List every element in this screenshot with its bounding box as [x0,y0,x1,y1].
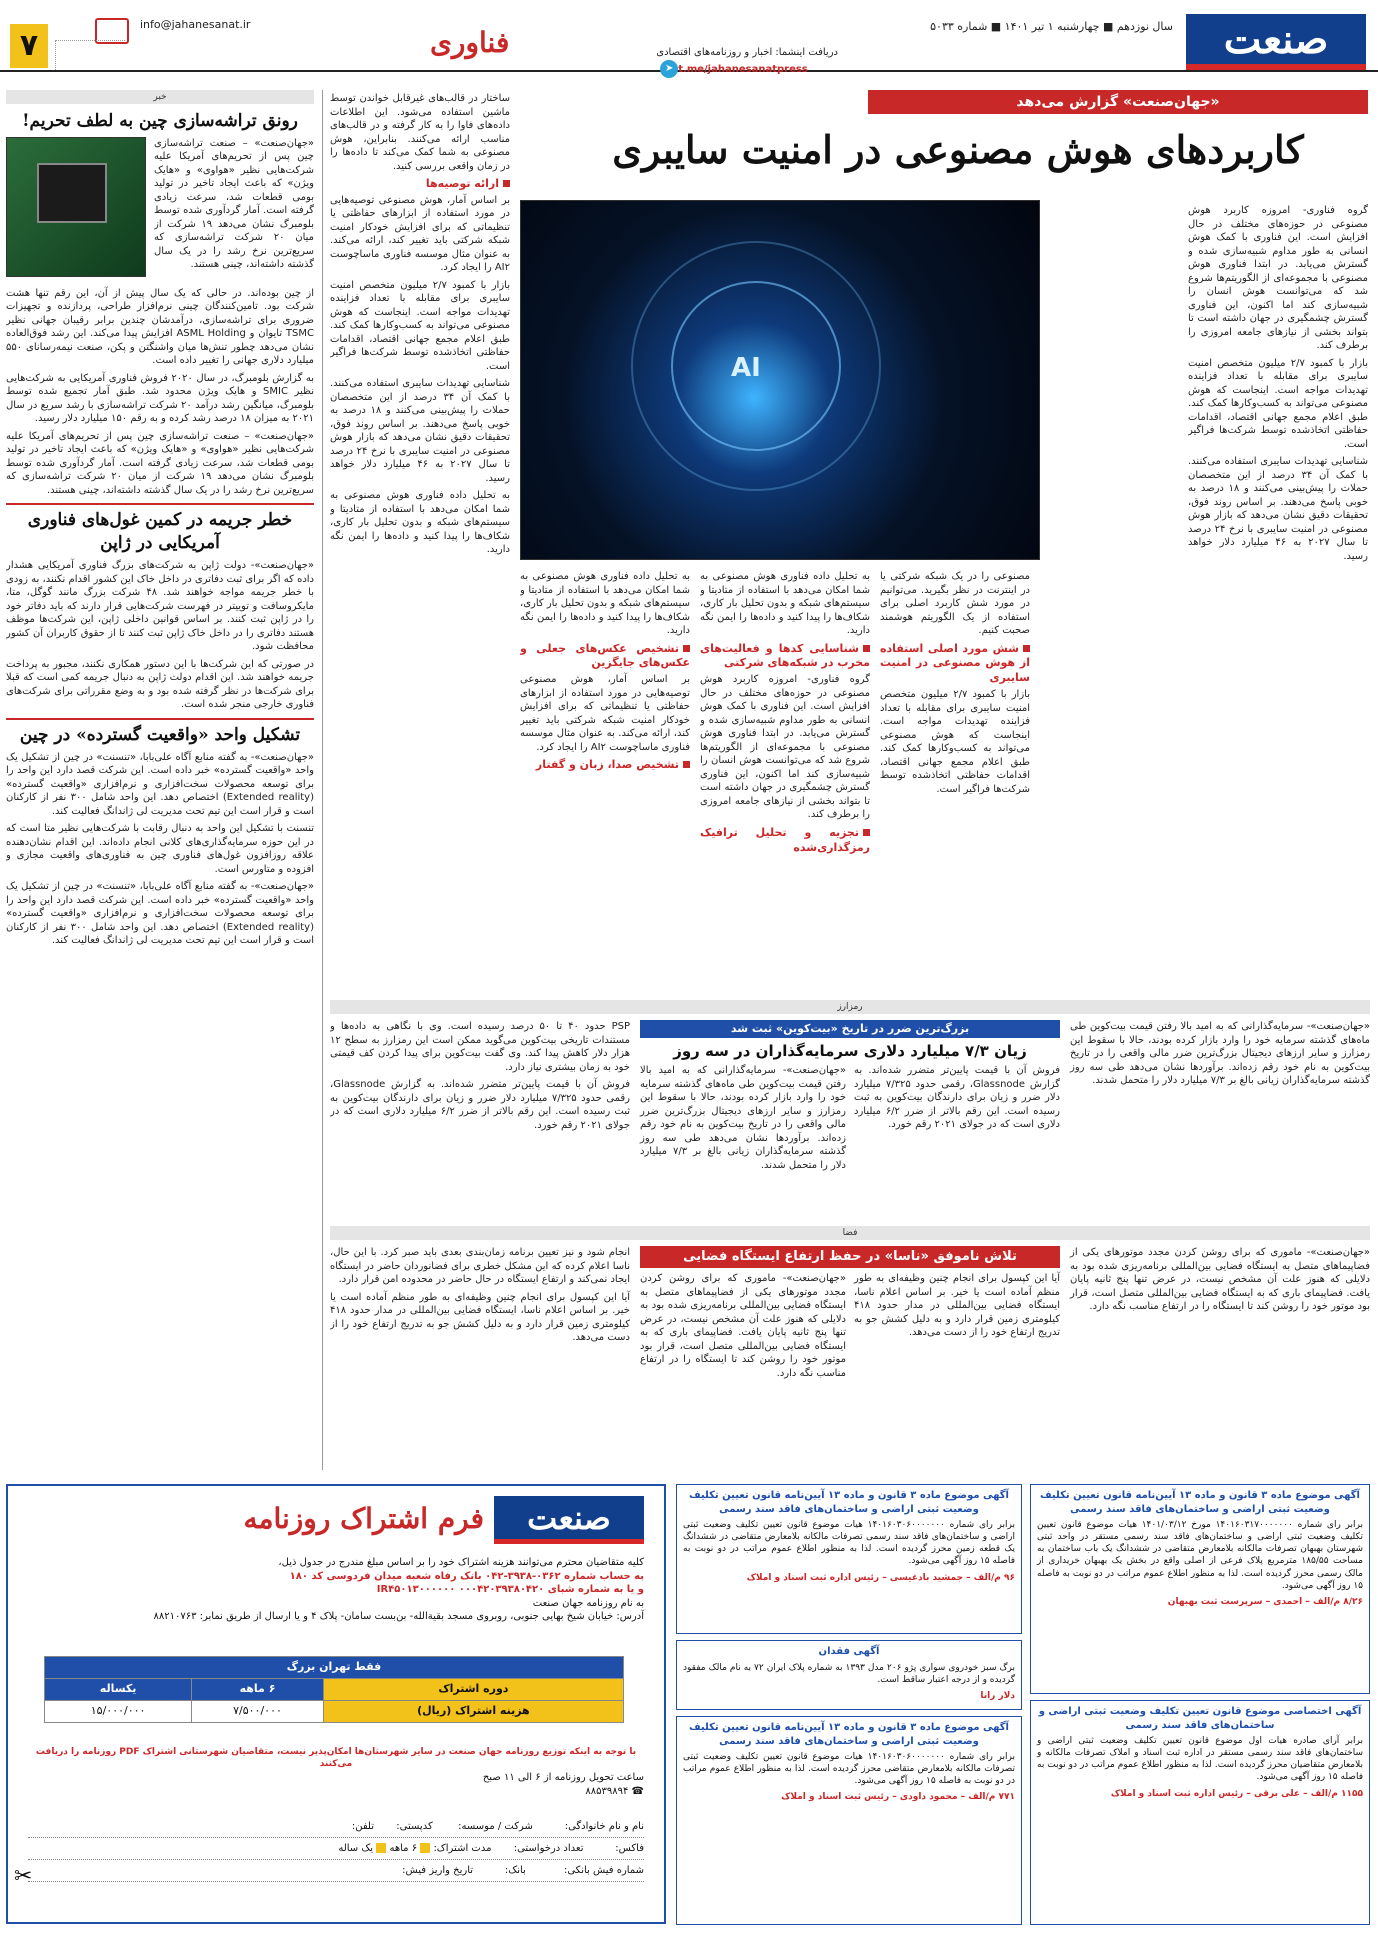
notice-3: آگهی موضوع ماده ۳ قانون و ماده ۱۳ آیین‌نامه قانون تعیین تکلیف وضعیت ثبتی اراضی و ساختمان‌های فاقد سند رسمی برابر رای شماره ۱۴۰۱۶۰۳۰۶۰۰۰۰۰۰۰ هیات موضوع قانون تعیین تکلیف وضعیت ثبتی اراضی و ساختمان‌های فاقد سند رسمی تصرفات مالکانه بلامعارض متقاضی در ششدانگ یک قطعه زمین محرز گردیده است. لذا به منظور اطلاع عموم مراتب در دو نوبت به فاصله ۱۵ روز آگهی می‌شود. ۹۶ م/الف – جمشید بادغیسی – رئیس اداره ثبت اسناد و املاک [676,1484,1022,1634]
main-col-5 [330,92,510,992]
subscription-title: فرم اشتراک روزنامه [243,1502,484,1535]
side-bottom-title[interactable]: تشکیل واحد «واقعیت گسترده» در چین [6,718,314,747]
subscription-terms: ساعت تحویل روزنامه از ۶ الی ۱۱ صبح ☎ ۸۸۵۳۹۸۹۴ [482,1772,644,1797]
side-mid-p1: «جهان‌صنعت»- دولت ژاپن به شرکت‌های بزرگ فناوری آمریکایی هشدار داده که اگر برای ثبت دفاتری در داخل خاک این کشور اقدام نکنند، به زودی با خطر جریمه مواجه خواهند شد. ۴۸ شرکت بزرگ مانند گوگل، متا، مایکروسافت و توییتر در فهرست شرکت‌هایی قرار دارند که باید دفاتر خود را در ژاپن ثبت کنند. بر اساس قوانین داخلی ژاپن، این شرکت‌ها موظف هستند دفاتری را در داخل خاک ژاپن ثبت کنند تا از حقوق کاربران آن کشور محافظت شود. [6,560,314,653]
side-top-p1: «جهان‌صنعت» – صنعت تراشه‌سازی چین پس از تحریم‌های آمریکا علیه شرکت‌هایی نظیر «هواوی» و «هایک ویژن» که باعث ایجاد تاخیر در تولید بومی قطعات شد، سرعت زیادی گرفته است. آمار گردآوری شده توسط بلومبرگ نشان می‌دهد ۱۹ شرکت از میان ۲۰ شرکت تراشه‌سازی که سریع‌ترین نرخ رشد را در یک سال گذشته داشته‌اند، چینی هستند. [154,137,314,271]
subscription-logo: صنعت [494,1496,644,1544]
checkbox-1y[interactable] [376,1843,386,1853]
main-kicker: «جهان‌صنعت» گزارش می‌دهد [868,90,1368,114]
telegram-caption: دریافت اینشما: اخبار و روزنامه‌های اقتصادی [656,47,838,58]
nasa-center: تلاش ناموفق «ناسا» در حفظ ارتفاع ایستگاه فضایی آیا این کپسول برای انجام چنین وظیفه‌ای به طور منظم آماده است یا خیر. بر اساس اعلام ناسا، ایستگاه فضایی بین‌المللی در مدار حدود ۴۱۸ کیلومتری زمین قرار دارد و به دلیل کشش جو به تدریج ارتفاع خود را از دست می‌دهد. «جهان‌صنعت»- ماموری که برای روشن کردن مجدد موتورهای یکی از فضاپیماهای متصل به ایستگاه فضایی بین‌المللی برنامه‌ریزی شده بود به دلایلی که هنوز علت آن مشخص نیست، در عرض تنها پنج ثانیه پایان یافت. فضاپیمای باری که به ایستگاه فضایی بین‌المللی متصل است، قرار بود موتور خود را روشن کند تا ایستگاه را در ارتفاع مناسب نگه دارد. [640,1246,1060,1384]
issue-line: سال نوزدهم ■ چهارشنبه ۱ تیر ۱۴۰۱ ■ شماره ۵۰۳۳ [930,20,1173,33]
main-p2b: بازار با کمبود ۲/۷ میلیون متخصص امنیت سایبری برای مقابله با تعداد فزاینده تهدیدات مواجه است. اینجاست که هوش مصنوعی می‌تواند به کسب‌وکارها کمک کند. طبق اعلام مجمع جهانی اقتصاد، اقدامات حفاظتی اتخاذشده توسط شرکت‌ها فراگیر است. [880,689,1030,795]
bitcoin-center: بزرگ‌ترین ضرر در تاریخ «بیت‌کوین» ثبت شد زیان ۷/۳ میلیارد دلاری سرمایه‌گذاران در سه روز فروش آن با قیمت پایین‌تر متضرر شده‌اند. به گزارش Glassnode، رقمی حدود ۷/۳۲۵ میلیارد دلار ضرر و زیان برای دارندگان بیت‌کوین به ثبت رسیده است. این رقم بالاتر از ضرر ۶/۲ میلیارد دلاری است که در جولای ۲۰۲۱ رقم خورد. «جهان‌صنعت»- سرمایه‌گذارانی که به امید بالا رفتن قیمت بیت‌کوین طی ماه‌های گذشته سرمایه خود را وارد بازار کرده بودند، حالا با سقوط این رمزارز و سایر ارزهای دیجیتال بزرگ‌ترین ضرر مالی واقعی را در تاریخ بیت‌کوین به نام خود رقم زده‌اند. برآوردها نشان می‌دهد طی سه روز گذشته سرمایه‌گذاران زیانی بالغ بر ۷/۳ میلیارد دلار را متحمل شدند. [640,1022,1060,1171]
main-p4b: شناسایی تهدیدات سایبری استفاده می‌کنند. با کمک آن ۳۴ درصد از این متخصصان حملات را پیش‌بینی می‌کنند و ۱۸ درصد به خوبی پاسخ می‌دهند. بر اساس روند فوق، تحقیقات دقیق نشان می‌دهد که بازار هوش مصنوعی در امنیت سایبری با نرخ ۲۴ درصد تا سال ۲۰۲۷ به ۴۶ میلیارد دلار خواهد رسید. [330,378,510,484]
main-sub5: تشخیص صدا، زبان و گفتار [520,758,690,773]
main-p7: ساختار در قالب‌های غیرقابل خواندن توسط ماشین استفاده می‌شود. این اطلاعات داده‌های فاوا را به کار گرفته و در قالب‌های مناسب ارائه می‌کنند. بنابراین، هوش مصنوعی به شما کمک می‌کند تا داده‌ها را در زمان واقعی بررسی کنید. [330,93,510,172]
main-sub1: ارائه توصیه‌ها [330,177,510,192]
bitcoin-col-3: PSP حدود ۴۰ تا ۵۰ درصد رسیده است. وی با نگاهی به داده‌ها و مستندات تاریخی بیت‌کوین می‌گوید ممکن است این رمزارز به سطح ۱۲ هزار دلار کاهش پیدا کند. وی گفت بیت‌کوین برای پیدا کردن کف قیمتی خود به زمان بیشتری نیاز دارد. فروش آن با قیمت پایین‌تر متضرر شده‌اند. به گزارش Glassnode، رقمی حدود ۷/۳۲۵ میلیارد دلار ضرر و زیان برای دارندگان بیت‌کوین به ثبت رسیده است. این رقم بالاتر از ضرر ۶/۲ میلیارد دلاری است که در جولای ۲۰۲۱ رقم خورد. [330,1021,631,1131]
main-col-3 [700,570,870,990]
subscription-form [6,1484,666,1924]
side-top-title[interactable]: رونق تراشه‌سازی چین به لطف تحریم! [22,111,298,131]
field-name[interactable]: نام و نام خانوادگی: شرکت / موسسه: کدپستی: تلفن: [28,1816,644,1838]
main-kicker-wrap [548,90,1368,118]
side-top-p2: از چین بوده‌اند. در حالی که یک سال پیش از آن، این رقم تنها هشت شرکت بود. تامین‌کنندگان چینی نرم‌افزار طراحی، پردازنده و تجهیزات ضروری برای تراشه‌سازی، درآمدشان چندین برابر رقیبان جهانی نظیر TSMC تایوان و ASML Holding افزایش پیدا می‌کند. این رشد فوق‌العاده نشان می‌دهد چطور تنش‌ها میان واشنگتن و پکن، صنعت نیمه‌رسانای ۵۵۰ میلیارد دلاری جهانی را تغییر داده است. [6,287,314,367]
side-mid-title[interactable]: خطر جریمه در کمین غول‌های فناوری آمریکایی در ژاپن [6,503,314,555]
contact-email[interactable]: info@jahanesanat.ir [140,18,251,31]
section-title: فناوری [430,26,510,59]
page-header [0,10,1378,75]
chip-image [6,137,146,277]
bitcoin-story [330,1000,1370,1220]
telegram-icon: ➤ [660,60,678,78]
side-top-p3: به گزارش بلومبرگ، در سال ۲۰۲۰ فروش فناوری آمریکایی به شرکت‌هایی نظیر SMIC و هایک ویژن محدود شد. طبق آمار تجمیع شده توسط بلومبرگ، میانگین رشد درآمد ۲۰ شرکت تراشه‌سازی با رشد سریع در سال ۲۰۲۱ به میزان ۱۸ درصد رشد کرده و به رقم ۱۵۰ میلیارد دلار رسید. [6,372,314,425]
main-col-4 [520,570,690,990]
image-ai-label: AI [731,353,761,383]
main-p2: بازار با کمبود ۲/۷ میلیون متخصص امنیت سایبری برای مقابله با تعداد فزاینده تهدیدات مواجه است. اینجاست که هوش مصنوعی می‌تواند به کسب‌وکارها کمک کند. طبق اعلام مجمع جهانی اقتصاد، اقدامات حفاظتی اتخاذشده توسط شرکت‌ها فراگیر است. [1188,357,1368,450]
main-headline-wrap [548,124,1368,194]
side-bottom-p1b: «جهان‌صنعت»- به گفته منابع آگاه علی‌بابا، «تنسنت» در چین از تشکیل یک واحد «واقعیت گسترده» خبر داده است. این شرکت قصد دارد این واحد را برای توسعه محصولات سخت‌افزاری و نرم‌افزاری «واقعیت گسترده» (Extended reality) اختصاص دهد. این واحد شامل ۳۰۰ نفر از کارکنان است و قرار است این تیم تحت مدیریت لی ژاندانگ فعالیت کند. [6,881,314,947]
ai-brain-image [520,200,1040,560]
main-p4: شناسایی تهدیدات سایبری استفاده می‌کنند. با کمک آن ۳۴ درصد از این متخصصان حملات را پیش‌بینی می‌کنند و ۱۸ درصد به خوبی پاسخ می‌دهند. بر اساس روند فوق، تحقیقات دقیق نشان می‌دهد که بازار هوش مصنوعی در امنیت سایبری با نرخ ۲۴ درصد تا سال ۲۰۲۷ به ۴۶ میلیارد دلار خواهد رسید. [1188,456,1368,562]
newspaper-logo[interactable]: صنعت [1186,14,1366,70]
notice-1: آگهی موضوع ماده ۳ قانون و ماده ۱۳ آیین‌نامه قانون تعیین تکلیف وضعیت ثبتی اراضی و ساختمان‌های فاقد سند رسمی برابر رای شماره ۱۴۰۱۶۰۳۱۷۰۰۰۰۰۰۰ مورخ ۱۴۰۱/۰۳/۱۲ هیات موضوع قانون تعیین تکلیف وضعیت ثبتی اراضی و ساختمان‌های فاقد سند رسمی مستقر در واحد ثبتی شهرستان بهبهان تصرفات مالکانه بلامعارض متقاضی در ششدانگ یک باب ساختمان به مساحت ۱۸۵/۵۵ مترمربع پلاک فرعی از اصلی واقع در بخش یک بهبهان خریداری از مالک رسمی محرز گردیده است. لذا به منظور اطلاع عموم مراتب در دو نوبت به فاصله ۱۵ روز آگهی می‌شود. ۸/۲۶ م/الف – احمدی – سرپرست ثبت بهبهان [1030,1484,1370,1694]
subscription-price-table: فقط تهران بزرگ دوره اشتراک ۶ ماهه یکساله هزینه اشتراک (ریال) ۷/۵۰۰/۰۰۰ ۱۵/۰۰۰/۰۰۰ [44,1656,624,1723]
main-p6: به تحلیل داده فناوری هوش مصنوعی به شما امکان می‌دهد با استفاده از متادیتا و سیستم‌های شبکه و بدون تحلیل بار کاری، شکاف‌ها را پیدا کنید و داده‌ها را ایمن نگه دارید. [700,571,870,636]
subscription-fields [28,1816,644,1882]
nasa-col-3: انجام شود و نیز تعیین برنامه زمان‌بندی بعدی باید صبر کرد. با این حال، ناسا اعلام کرده که این مشکل خطری برای فضانوردان حاضر در ایستگاه ایجاد نمی‌کند و ارتفاع ایستگاه در حال حاضر در محدوده امن قرار دارد. آیا این کپسول برای انجام چنین وظیفه‌ای به طور منظم آماده است یا خیر. بر اساس اعلام ناسا، ایستگاه فضایی بین‌المللی در مدار حدود ۴۱۸ کیلومتری زمین قرار دارد و به دلیل کشش جو به تدریج ارتفاع خود را از دست می‌دهد. [330,1247,630,1343]
main-p5: مصنوعی را در یک شبکه شرکتی یا در اینترنت در نظر بگیرید. می‌توانیم در مورد شش کاربرد اصلی برای استفاده از یک الگوریتم هوشمند صحبت کنیم. [880,571,1030,636]
side-bottom-p1: «جهان‌صنعت»- به گفته منابع آگاه علی‌بابا، «تنسنت» در چین از تشکیل یک واحد «واقعیت گسترده» خبر داده است. این شرکت قصد دارد این واحد را برای توسعه محصولات سخت‌افزاری و نرم‌افزاری «واقعیت گسترده» (Extended reality) اختصاص دهد. این واحد شامل ۳۰۰ نفر از کارکنان است و قرار است این تیم تحت مدیریت لی ژاندانگ فعالیت کند. [6,751,314,817]
notice-2: آگهی اختصاصی موضوع قانون تعیین تکلیف وضعیت ثبتی اراضی و ساختمان‌های فاقد سند رسمی برابر آرای صادره هیات اول موضوع قانون تعیین تکلیف وضعیت ثبتی اراضی و ساختمان‌های فاقد سند رسمی مستقر در اداره ثبت اسناد و املاک تصرفات مالکانه و بلامعارض متقاضیان محرز گردیده است. لذا به منظور اطلاع عموم مراتب در دو نوبت به فاصله ۱۵ روز آگهی می‌شود. ۱۱۵۵ م/الف – علی برقی – رئیس اداره ثبت اسناد و املاک [1030,1700,1370,1925]
telegram-promo[interactable] [656,46,838,78]
main-sub3: شناسایی کدها و فعالیت‌های مخرب در شبکه‌های شرکتی [700,641,870,670]
checkbox-6m[interactable] [420,1843,430,1853]
side-top-p1b: «جهان‌صنعت» – صنعت تراشه‌سازی چین پس از تحریم‌های آمریکا علیه شرکت‌هایی نظیر «هواوی» و «هایک ویژن» که باعث ایجاد تاخیر در تولید بومی قطعات شد، سرعت زیادی گرفته است. آمار گردآوری شده توسط بلومبرگ نشان می‌دهد ۱۹ شرکت از میان ۲۰ شرکت تراشه‌سازی که سریع‌ترین نرخ رشد را در یک سال گذشته داشته‌اند، چینی هستند. [6,430,314,496]
main-p1b: گروه فناوری- امروزه کاربرد هوش مصنوعی در حوزه‌های مختلف در حال افزایش است. این فناوری با کمک هوش انسانی به طور مداوم شبیه‌سازی شده و گسترش می‌یابد. در ابتدا فناوری هوش مصنوعی با مجموعه‌ای از الگوریتم‌ها شروع شد که می‌توانست هوش انسان را شبیه‌سازی کند اما اکنون، این فناوری گسترش چشمگیری در جهان داشته است تا بتواند بخشی از نیازهای جامعه امروزی را برطرف کند. [700,674,870,821]
main-p1: گروه فناوری- امروزه کاربرد هوش مصنوعی در حوزه‌های مختلف در حال افزایش است. این فناوری با کمک هوش انسانی به طور مداوم شبیه‌سازی شده و گسترش می‌یابد. در ابتدا فناوری هوش مصنوعی با مجموعه‌ای از الگوریتم‌ها شروع شد که می‌توانست هوش انسان را شبیه‌سازی کند اما اکنون، این فناوری گسترش چشمگیری در جهان داشته است تا بتواند بخشی از نیازهای جامعه امروزی را برطرف کند. [1188,205,1368,351]
main-p6b: به تحلیل داده فناوری هوش مصنوعی به شما امکان می‌دهد با استفاده از متادیتا و سیستم‌های شبکه و بدون تحلیل بار کاری، شکاف‌ها را پیدا کنید و داده‌ها را ایمن نگه دارید. [520,571,690,636]
telegram-url[interactable]: t.me/jahanesanatpress [678,63,808,75]
main-p6c: به تحلیل داده فناوری هوش مصنوعی به شما امکان می‌دهد با استفاده از متادیتا و سیستم‌های شبکه و بدون تحلیل بار کاری، شکاف‌ها را پیدا کنید و داده‌ها را ایمن نگه دارید. [330,490,510,556]
main-col-2 [880,570,1030,990]
main-headline[interactable]: کاربردهای هوش مصنوعی در امنیت سایبری [612,127,1304,172]
main-p3: بر اساس آمار، هوش مصنوعی توصیه‌هایی در مورد استفاده از ابزارهای حفاظتی یا تنظیماتی که برای افزایش خودکار امنیت شبکه شرکتی باید تغییر کند، ارائه می‌کند. به عنوان مثال موسسه فناوری ماساچوست AI۲ را ایجاد کرد. [330,194,510,274]
bitcoin-title[interactable]: زیان ۷/۳ میلیارد دلاری سرمایه‌گذاران در سه روز [673,1042,1027,1060]
nasa-col-1: «جهان‌صنعت»- ماموری که برای روشن کردن مجدد موتورهای یکی از فضاپیماهای متصل به ایستگاه فضایی بین‌المللی برنامه‌ریزی شده بود به دلایلی که هنوز علت آن مشخص نیست، در عرض تنها پنج ثانیه پایان یافت. فضاپیمای باری که به ایستگاه فضایی بین‌المللی متصل است، قرار بود موتور خود را روشن کند تا ایستگاه را در ارتفاع مناسب نگه دارد. [1070,1247,1370,1312]
nasa-label: فضا [330,1226,1370,1240]
circuit-decoration-icon [55,40,125,70]
main-p3b: بر اساس آمار، هوش مصنوعی توصیه‌هایی در مورد استفاده از ابزارهای حفاظتی یا تنظیماتی که برای افزایش خودکار امنیت شبکه شرکتی باید تغییر کند، ارائه می‌کند. به عنوان مثال موسسه فناوری ماساچوست AI۲ را ایجاد کرد. [520,674,690,753]
field-receipt[interactable]: شماره فیش بانکی: بانک: تاریخ واریز فیش: [28,1860,644,1882]
field-fax[interactable]: فاکس: تعداد درخواستی: مدت اشتراک: ۶ ماهه یک ساله [28,1838,644,1860]
nasa-title[interactable]: تلاش ناموفق «ناسا» در حفظ ارتفاع ایستگاه فضایی [640,1246,1060,1268]
nasa-story [330,1226,1370,1471]
side-mid-p2: در صورتی که این شرکت‌ها با این دستور همکاری نکنند، مجبور به پرداخت جریمه خواهند شد. این اقدام دولت ژاپن به دنبال جریمه کمی است که قبلا برای شرکت‌ها در نظر گرفته شده بود و به وضع مقرراتی برای شرکت‌های فناوری خارجی منجر شده است. [6,658,314,711]
side-column [6,90,314,1470]
side-label: خبر [6,90,314,104]
page-number: ۷ [10,24,48,68]
bitcoin-kicker: بزرگ‌ترین ضرر در تاریخ «بیت‌کوین» ثبت شد [640,1020,1060,1038]
subscription-note: با توجه به اینکه توزیع روزنامه جهان صنعت در سایر شهرستان‌ها امکان‌پذیر نیست، متقاضیان شهرستانی اشتراک PDF روزنامه را دریافت می‌کنند [35,1747,637,1770]
main-col-1 [1188,204,1368,994]
main-sub2: شش مورد اصلی استفاده از هوش مصنوعی در امنیت سایبری [880,641,1030,685]
bitcoin-col-1: «جهان‌صنعت»- سرمایه‌گذارانی که به امید بالا رفتن قیمت بیت‌کوین طی ماه‌های گذشته سرمایه خود را وارد بازار کرده بودند، حالا با سقوط این رمزارز و سایر ارزهای دیجیتال بزرگ‌ترین ضرر مالی واقعی را در تاریخ بیت‌کوین به نام خود رقم زده‌اند. برآوردها نشان می‌دهد طی سه روز گذشته سرمایه‌گذاران زیانی بالغ بر ۷/۳ میلیارد دلار را متحمل شدند. [1070,1021,1370,1086]
notice-5: آگهی موضوع ماده ۳ قانون و ماده ۱۳ آیین‌نامه قانون تعیین تکلیف وضعیت ثبتی اراضی و ساختمان‌های فاقد سند رسمی برابر رای شماره ۱۴۰۱۶۰۳۰۶۰۰۰۰۰۰۰ هیات موضوع قانون تعیین تکلیف وضعیت ثبتی تصرفات مالکانه بلامعارض متقاضی محرز گردیده است. لذا به منظور اطلاع عموم مراتب در دو نوبت به فاصله ۱۵ روز آگهی می‌شود. ۷۷۱ م/الف – محمود داودی – رئیس ثبت اسناد و املاک [676,1716,1022,1925]
scissors-icon: ✂ [14,1864,33,1890]
main-sub4: تشخیص عکس‌های جعلی و عکس‌های جایگزین [520,641,690,670]
bitcoin-label: رمزارز [330,1000,1370,1014]
notice-4: آگهی فقدان برگ سبز خودروی سواری پژو ۲۰۶ مدل ۱۳۹۳ به شماره پلاک ایران ۷۲ به نام مالک مفقود گردیده و از درجه اعتبار ساقط است. دلار رانا [676,1640,1022,1710]
side-bottom-p2: تنسنت با تشکیل این واحد به دنبال رقابت با شرکت‌هایی نظیر متا است که در این حوزه سرمایه‌گذاری‌های کلانی انجام داده‌اند. این اقدام نشان‌دهنده علاقه روزافزون غول‌های فناوری چین به فناوری‌های واقعیت مجازی و افزوده و متاورس است. [6,823,314,875]
main-sub6: تجزیه و تحلیل ترافیک رمزگذاری‌شده [700,825,870,854]
subscription-instructions: کلیه متقاضیان محترم می‌توانند هزینه اشتراک خود را بر اساس مبلغ مندرج در جدول ذیل، به حساب شماره ۰۳۶۲-۳۹۳۸-۰۴۲ بانک رفاه شعبه میدان فردوسی کد ۱۸۰ و یا به شماره شبای ۰۰۰۴۲۰۳۹۳۸۰۴۲۰ IR۴۵۰۱۳۰۰۰۰۰۰ به نام روزنامه جهان صنعت آدرس: خیابان شیخ بهایی جنوبی، روبروی مسجد بقیةالله- بن‌بست سامان- پلاک ۴ و یا ارسال از طریق نمابر: ۸۸۲۱۰۷۶۳ [153,1557,644,1622]
main-p2c: بازار با کمبود ۲/۷ میلیون متخصص امنیت سایبری برای مقابله با تعداد فزاینده تهدیدات مواجه است. اینجاست که هوش مصنوعی می‌تواند به کسب‌وکارها کمک کند. طبق اعلام مجمع جهانی اقتصاد، اقدامات حفاظتی اتخاذشده توسط شرکت‌ها فراگیر است. [330,279,510,372]
